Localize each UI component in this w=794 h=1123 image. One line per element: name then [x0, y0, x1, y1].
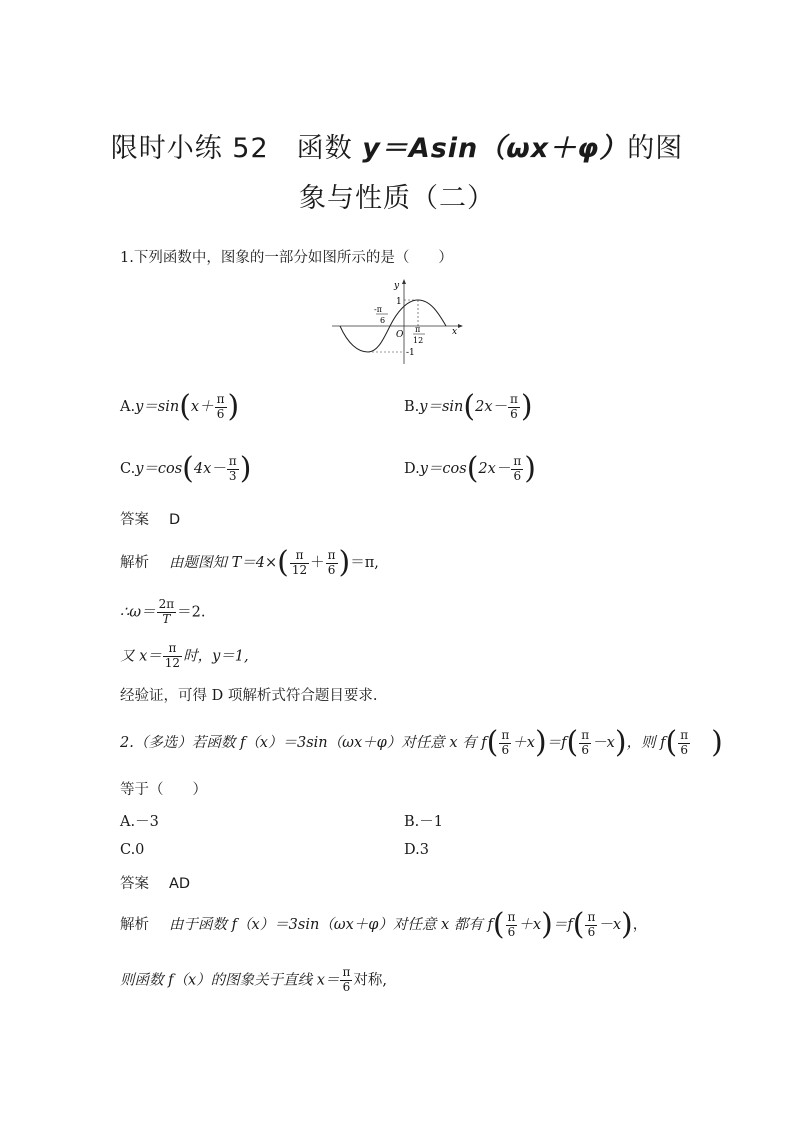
- graph-label-pi: π: [415, 325, 421, 334]
- graph-label-6: 6: [380, 316, 386, 325]
- q2-option-b: B.－1: [404, 814, 443, 830]
- q1-answer: 答案 D: [120, 512, 181, 528]
- page-title-line2: 象与性质（二）: [299, 183, 495, 214]
- q2-stem: 2.（多选）若函数 f（x）＝3sin（ωx＋φ）对任意 x 有 f( $\frac{\pi}{6}$ ＋x)＝f( $\frac{\pi}{6}$ －x)，则 f( $\frac{\pi}{6}$ ): [120, 725, 723, 760]
- graph-label-origin: O: [396, 330, 404, 340]
- q2-option-d: D.3: [404, 842, 429, 858]
- q1-option-b: B.y＝sin(2x－ $\frac{\pi}{6}$ ): [404, 389, 533, 424]
- graph-label-neg-pi: -π: [374, 305, 382, 314]
- q2-analysis-line1: 解析 由于函数 f（x）＝3sin（ωx＋φ）对任意 x 都有 f( $\frac{\pi}{6}$ ＋x)＝f( $\frac{\pi}{6}$ －x)，: [120, 907, 648, 942]
- q1-graph: [330, 276, 465, 366]
- q1-analysis-line3: 又 x＝ $\frac{\pi}{12}$ 时，y＝1,: [120, 641, 249, 670]
- q2-stem-cont: 等于（ ）: [120, 782, 207, 798]
- q2-option-a: A.－3: [120, 814, 159, 830]
- q1-analysis-line2: ∴ω＝ $\frac{2\pi}{T}$ ＝2.: [120, 597, 206, 626]
- q1-stem: 1.下列函数中，图象的一部分如图所示的是（ ）: [120, 250, 453, 266]
- graph-label-12: 12: [413, 336, 424, 345]
- q1-option-d: D.y＝cos(2x－ $\frac{\pi}{6}$ ): [404, 451, 536, 486]
- graph-label-x: x: [452, 327, 458, 337]
- graph-label-minus-one: -1: [406, 348, 415, 358]
- graph-label-one: 1: [396, 297, 402, 307]
- q1-option-a: A.y＝sin(x＋ $\frac{\pi}{6}$ ): [120, 389, 240, 424]
- q1-analysis-line4: 经验证，可得 D 项解析式符合题目要求.: [120, 688, 378, 704]
- q1-analysis-line1: 解析 由题图知 T＝4×( $\frac{\pi}{12}$ ＋ $\frac{\pi}{6}$ )＝π,: [120, 545, 379, 580]
- title-formula: y＝Asin（ωx＋φ）: [362, 133, 628, 164]
- page-title-line1: 限时小练 52 函数 y＝Asin（ωx＋φ）的图: [110, 133, 684, 164]
- q1-option-c: C.y＝cos(4x－ $\frac{\pi}{3}$ ): [120, 451, 252, 486]
- q2-analysis-line2: 则函数 f（x）的图象关于直线 x＝ $\frac{\pi}{6}$ 对称,: [120, 965, 387, 994]
- q2-answer: 答案 AD: [120, 876, 191, 892]
- q2-option-c: C.0: [120, 842, 145, 858]
- graph-label-y: y: [394, 281, 400, 291]
